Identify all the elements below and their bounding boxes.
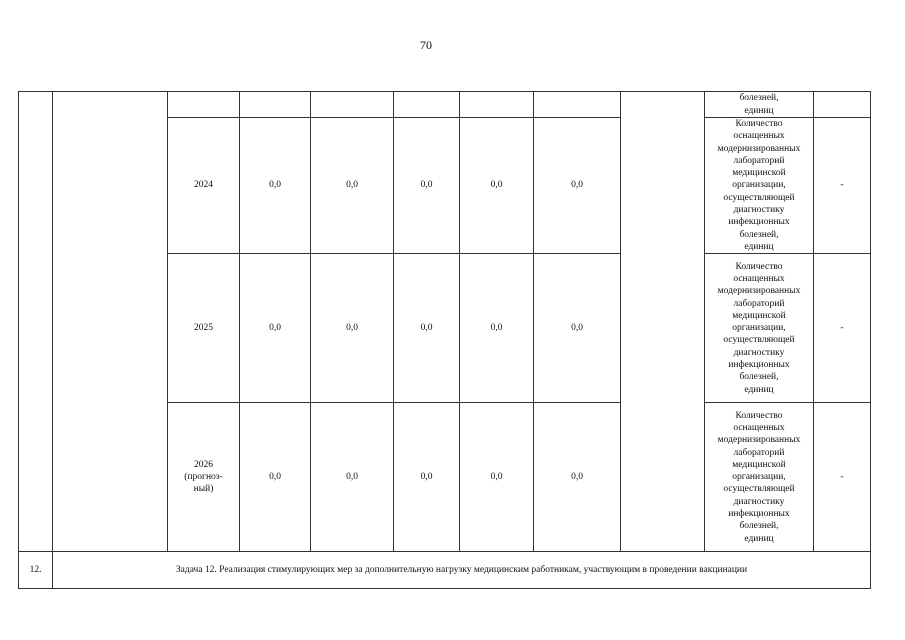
description-line: диагностику [733,205,785,216]
description-line: единиц [744,533,774,544]
value-cell [311,92,394,118]
description-line: Количество [735,261,783,272]
value-cell: 0,0 [311,254,394,403]
indicator-description [705,403,814,552]
description-line: болезней, [739,372,779,383]
year-cell [168,254,240,403]
indicator-description [705,92,814,118]
description-line: осуществляющей [723,335,795,346]
description-line: оснащенных [733,273,785,284]
program-table [18,91,871,589]
measure-name-cell [53,92,168,552]
description-line: оснащенных [733,131,785,142]
year-label: 2025 [194,323,213,334]
value-cell [394,92,460,118]
description-line: модернизированных [717,286,801,297]
description-line: осуществляющей [723,484,795,495]
description-line: единиц [744,384,774,395]
value-cell: 0,0 [311,403,394,552]
executor-cell [621,92,705,552]
row-number-cell [19,92,53,552]
description-line: лабораторий [733,298,785,309]
year-cell [168,118,240,254]
value-cell: 0,0 [534,254,621,403]
description-line: Количество [735,410,783,421]
description-line: медицинской [732,310,786,321]
description-line: медицинской [732,168,786,179]
value-cell [460,92,534,118]
value-cell: 0,0 [534,403,621,552]
value-cell: 0,0 [240,254,311,403]
description-line: оснащенных [733,422,785,433]
description-line: модернизированных [717,143,801,154]
description-line: организации, [732,472,786,483]
description-line: инфекционных [728,360,790,370]
description-line: модернизированных [717,435,801,446]
description-line: болезней, [739,229,779,240]
target-value-cell: - [814,118,871,254]
description-line: Количество [735,119,783,129]
description-line: медицинской [732,459,786,470]
year-label: 2024 [194,180,213,191]
value-cell: 0,0 [311,118,394,254]
description-line: диагностику [733,347,785,358]
value-cell: 0,0 [240,403,311,552]
value-cell: 0,0 [534,118,621,254]
year-label: 2026 [194,459,213,470]
description-line: организации, [732,323,786,334]
description-line: диагностику [733,496,785,507]
value-cell [534,92,621,118]
task-number: 12. [19,552,53,589]
description-line: инфекционных [728,217,790,228]
description-line: единиц [744,105,774,116]
description-line: болезней, [739,521,779,532]
value-cell: 0,0 [394,403,460,552]
description-line: организации, [732,180,786,191]
table-row [19,92,871,118]
value-cell: 0,0 [460,118,534,254]
year-label: (прогноз- [184,472,223,483]
description-line: единиц [744,241,774,252]
description-line: осуществляющей [723,192,795,203]
value-cell: 0,0 [394,118,460,254]
task-title: Задача 12. Реализация стимулирующих мер за дополнительную нагрузку медицинским работникам, участвующим в проведении вакцинации [53,552,871,589]
year-cell [168,403,240,552]
value-cell: 0,0 [460,254,534,403]
description-line: инфекционных [728,509,790,519]
target-value-cell: - [814,403,871,552]
value-cell [240,92,311,118]
description-line: лабораторий [733,155,785,166]
value-cell: 0,0 [460,403,534,552]
year-label: ный) [193,484,214,495]
description-line: болезней, [739,93,779,104]
description-line: лабораторий [733,447,785,458]
task-row [19,552,871,589]
indicator-description [705,254,814,403]
value-cell: 0,0 [394,254,460,403]
target-value-cell: - [814,254,871,403]
page-number: 70 [420,38,432,52]
indicator-description [705,118,814,254]
target-value-cell [814,92,871,118]
value-cell: 0,0 [240,118,311,254]
year-cell [168,92,240,118]
